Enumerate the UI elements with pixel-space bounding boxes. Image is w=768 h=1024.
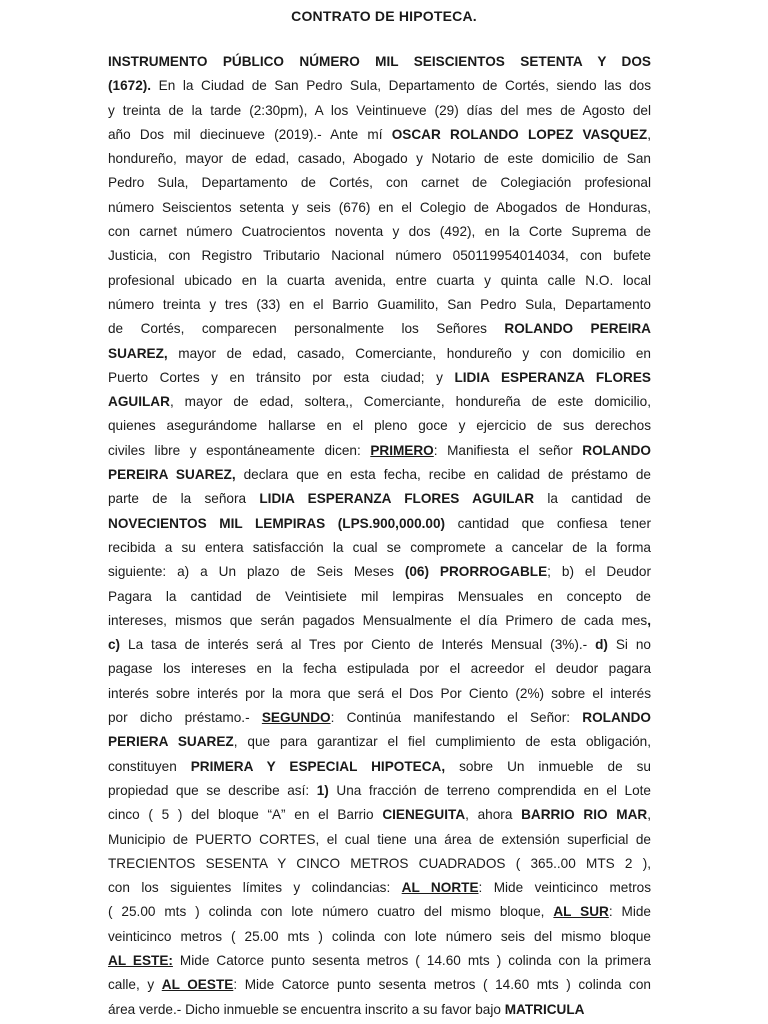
text-line	[108, 99, 651, 123]
text-line	[108, 317, 651, 341]
text-segment: Mide Catorce punto sesenta metros ( 14.60 mts ) colinda con la primera	[172, 952, 651, 968]
text-segment: ; b) el Deudor	[547, 564, 652, 580]
text-line	[108, 220, 651, 244]
text-line	[108, 147, 651, 171]
text-segment: número Seiscientos setenta y seis (676) en el Colegio de Abogados de Honduras,	[108, 199, 651, 215]
bold-text: ROLANDO	[582, 442, 651, 458]
text-segment: pagase los intereses en la fecha estipulada por el acreedor el deudor pagara	[108, 661, 651, 677]
text-segment: mayor de edad, casado, Comerciante, hondureño y con domicilio en	[167, 345, 651, 361]
text-segment: : Mide	[608, 904, 651, 920]
bold-text: LIDIA ESPERANZA FLORES AGUILAR	[259, 491, 535, 507]
text-segment: por dicho préstamo.-	[108, 710, 262, 726]
text-segment: La tasa de interés será al Tres por Ciento de Interés Mensual (3%).-	[120, 637, 596, 653]
bold-text: PRIMERA Y ESPECIAL HIPOTECA,	[190, 758, 446, 774]
text-line	[108, 171, 651, 195]
text-segment: : Manifiesta el señor	[433, 442, 583, 458]
text-segment: Municipio de PUERTO CORTES, el cual tiene una área de extensión superficial de	[108, 831, 651, 847]
text-line	[108, 585, 651, 609]
bold-text: ROLANDO	[582, 710, 651, 726]
bold-text: 1)	[316, 782, 329, 798]
text-segment: interés sobre interés por la mora que será el Dos Por Ciento (2%) sobre el interés	[108, 685, 651, 701]
text-segment: Si no	[607, 637, 651, 653]
text-segment: ,	[647, 807, 651, 823]
text-line	[108, 123, 651, 147]
text-segment: quienes asegurándome hallarse en el pleno goce y ejercicio de sus derechos	[108, 418, 651, 434]
text-line	[108, 269, 651, 293]
bold-text: SEGUNDO	[261, 710, 331, 726]
text-line	[108, 463, 651, 487]
text-segment: Pedro Sula, Departamento de Cortés, con carnet de Colegiación profesional	[108, 175, 651, 191]
text-segment: TRECIENTOS SESENTA Y CINCO METROS CUADRADOS ( 365..00 MTS 2 ),	[108, 855, 651, 871]
bold-text: INSTRUMENTO PÚBLICO NÚMERO MIL SEISCIENTOS SETENTA Y DOS	[108, 54, 651, 69]
text-line	[108, 803, 651, 827]
text-line	[108, 439, 651, 463]
text-line	[108, 633, 651, 657]
bold-text: ,	[647, 612, 651, 628]
bold-text: OSCAR ROLANDO LOPEZ VASQUEZ	[391, 126, 648, 142]
bold-text: NOVECIENTOS MIL LEMPIRAS (LPS.900,000.00)	[108, 515, 446, 531]
text-segment: con carnet número Cuatrocientos noventa y dos (492), en la Corte Suprema de	[108, 224, 651, 240]
text-line	[108, 706, 651, 730]
text-segment: declara que en esta fecha, recibe en calidad de préstamo de	[235, 467, 651, 483]
text-segment: hondureño, mayor de edad, casado, Abogado y Notario de este domicilio de San	[108, 151, 651, 167]
bold-text: AL SUR	[553, 904, 609, 920]
text-segment: con los siguientes límites y colindancias:	[108, 880, 402, 896]
text-line	[108, 657, 651, 681]
text-line	[108, 74, 651, 98]
text-line	[108, 390, 651, 414]
bold-text: PERIERA SUAREZ	[108, 734, 234, 750]
text-line	[108, 414, 651, 438]
text-line	[108, 973, 651, 997]
bold-text: (1672).	[108, 78, 152, 94]
text-segment: profesional ubicado en la cuarta avenida, entre cuarta y quinta calle N.O. local	[108, 272, 651, 288]
text-segment: veinticinco metros ( 25.00 mts ) colinda con lote número seis del mismo bloque	[108, 928, 651, 944]
text-segment: : Continúa manifestando el Señor:	[330, 710, 583, 726]
text-segment: intereses, mismos que serán pagados Mensualmente el día Primero de cada mes	[108, 612, 648, 628]
bold-text: CIENEGUITA	[382, 807, 466, 823]
bold-text: PRIMERO	[370, 442, 434, 458]
document-title: CONTRATO DE HIPOTECA.	[291, 8, 477, 24]
text-segment: , ahora	[465, 807, 522, 823]
text-line	[108, 852, 651, 876]
text-line	[108, 560, 651, 584]
text-line	[108, 998, 651, 1022]
text-line	[108, 828, 651, 852]
text-segment: siguiente: a) a Un plazo de Seis Meses	[108, 564, 405, 580]
text-line	[108, 293, 651, 317]
text-line	[108, 900, 651, 924]
text-segment: constituyen	[108, 758, 191, 774]
text-segment: : Mide Catorce punto sesenta metros ( 14.60 mts ) colinda con	[233, 977, 651, 993]
bold-text: d)	[595, 637, 608, 653]
text-segment: calle, y	[108, 977, 162, 993]
text-segment: ,	[647, 126, 651, 142]
text-segment: y treinta de la tarde (2:30pm), A los Veintinueve (29) días del mes de Agosto del	[108, 102, 651, 118]
text-line	[108, 925, 651, 949]
bold-text: c)	[108, 637, 121, 653]
text-segment: número treinta y tres (33) en el Barrio Guamilito, San Pedro Sula, Departamento	[108, 296, 651, 312]
text-segment: Una fracción de terreno comprendida en el Lote	[328, 782, 651, 798]
text-line	[108, 609, 651, 633]
text-line	[108, 730, 651, 754]
text-segment: Puerto Cortes y en tránsito por esta ciudad; y	[108, 369, 455, 385]
bold-text: LIDIA ESPERANZA FLORES	[454, 369, 651, 385]
text-segment: , que para garantizar el fiel cumplimiento de esta obligación,	[233, 734, 651, 750]
text-segment: de Cortés, comparecen personalmente los Señores	[108, 321, 505, 337]
text-segment: propiedad que se describe así:	[108, 782, 317, 798]
text-segment: la cantidad de	[534, 491, 651, 507]
bold-text: (06) PRORROGABLE	[404, 564, 548, 580]
text-line	[108, 876, 651, 900]
text-line	[108, 779, 651, 803]
bold-text: PEREIRA SUAREZ,	[108, 467, 236, 483]
text-line	[108, 342, 651, 366]
text-segment: , mayor de edad, soltera,, Comerciante, hondureña de este domicilio,	[169, 394, 651, 410]
text-segment: : Mide veinticinco metros	[478, 880, 652, 896]
text-segment: recibida a su entera satisfacción la cual se compromete a cancelar de la forma	[108, 539, 651, 555]
text-segment: sobre Un inmueble de su	[445, 758, 651, 774]
text-segment: En la Ciudad de San Pedro Sula, Departamento de Cortés, siendo las dos	[151, 78, 651, 94]
bold-text: AGUILAR	[108, 394, 170, 410]
bold-text: BARRIO RIO MAR	[521, 807, 648, 823]
bold-text: MATRICULA	[504, 1001, 585, 1017]
bold-text: AL NORTE	[401, 880, 479, 896]
text-line	[108, 949, 651, 973]
text-segment: Justicia, con Registro Tributario Nacional número 050119954014034, con bufete	[108, 248, 651, 264]
text-line	[108, 487, 651, 511]
text-segment: parte de la señora	[108, 491, 260, 507]
bold-text: AL ESTE:	[108, 952, 173, 968]
bold-text: SUAREZ,	[108, 345, 168, 361]
text-segment: civiles libre y espontáneamente dicen:	[108, 442, 371, 458]
text-segment: cantidad que confiesa tener	[445, 515, 651, 531]
text-segment: cinco ( 5 ) del bloque “A” en el Barrio	[108, 807, 383, 823]
text-line	[108, 50, 651, 74]
text-segment: área verde.- Dicho inmueble se encuentra inscrito a su favor bajo	[108, 1001, 505, 1017]
text-segment: Pagara la cantidad de Veintisiete mil lempiras Mensuales en concepto de	[108, 588, 651, 604]
text-line	[108, 682, 651, 706]
text-segment: ( 25.00 mts ) colinda con lote número cuatro del mismo bloque,	[108, 904, 554, 920]
text-line	[108, 196, 651, 220]
text-line	[108, 512, 651, 536]
bold-text: ROLANDO PEREIRA	[504, 321, 651, 337]
bold-text: AL OESTE	[161, 977, 234, 993]
text-line	[108, 536, 651, 560]
text-line	[108, 366, 651, 390]
text-line	[108, 755, 651, 779]
text-line	[108, 244, 651, 268]
document-body	[108, 50, 651, 1022]
text-segment: año Dos mil diecinueve (2019).- Ante mí	[108, 126, 392, 142]
